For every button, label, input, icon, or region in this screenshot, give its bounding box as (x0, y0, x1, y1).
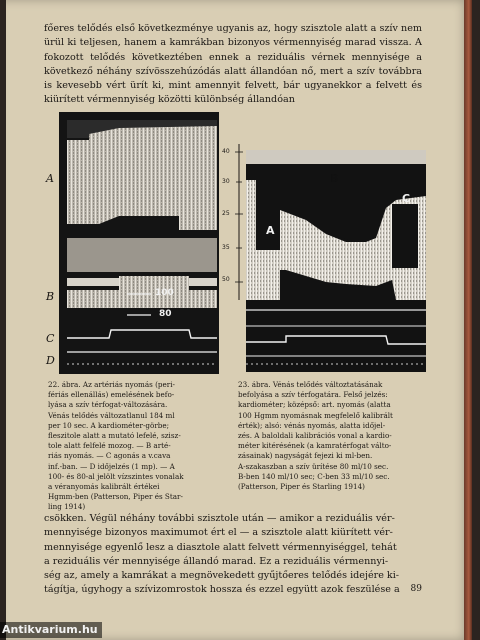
top-paragraph: főeres telődés első következménye ugyanis az, hogy szisztole alatt a szív nem ürül ki teljesen, hanem a kamrákban bizonyos vérmennyiség marad vissza. A fokozott telődés következtében ennek a reziduális vérnek mennyisége a következő néhány szívösszehúzódás alatt állandóan nő, mert a szív továbbra is kevesebb vért ürít ki, mint amennyit felvett, bár ugyanekkor a felvett és kiürített vérmennyiség közötti különbség állandóan (44, 23, 422, 106)
fig22-letter-b: B (46, 290, 55, 303)
fig22-letter-a: A (46, 172, 54, 185)
figure-22-image (59, 112, 219, 374)
figure-23-caption: 23. ábra. Vénás telődés változtatásának befolyása a szív térfogatára. Felső jelzés: kardiométer; középső: art. nyomás (alatta 100 Hgmm nyomásnak megfelelő kalibrált érték); alsó: vénás nyomás, alatta időjel- zés. A baloldali kalibrációs vonal a kardio- méter kitérésének (a kamratérfogat válto- zásainak) nagyságát fejezi ki ml-ben. A-szakaszban a szív ürítése 80 ml/10 sec. B-ben 140 ml/10 sec; C-ben 33 ml/10 sec. (Patterson, Piper és Starling 1914) (238, 380, 393, 492)
fig22-mark-100: 100 (155, 288, 174, 298)
scale-bar (232, 142, 246, 302)
watermark-logo: Antikvarium.hu (0, 622, 102, 638)
scale-tick-25: 25 (222, 210, 230, 217)
book-spine (464, 0, 472, 640)
figure-22-tracing (59, 112, 219, 374)
scale-tick-40: 40 (222, 148, 230, 155)
fig23-mark-b: B (330, 172, 339, 185)
figure-22-caption: 22. ábra. Az artériás nyomás (peri- fériás ellenállás) emelésének befo- lyása a szív térfogat-változására. Vénás telődés változatlanul 184 ml per 10 sec. A kardiométer-görbe; fleszitole alatt a mutató lefelé, szisz- tole alatt felfelé mozog. — B arté- riás nyomás. — C agonás a v.cava inf.-ban. — D időjelzés (1 mp). — A 100- és 80-al jelölt vízszintes vonalak a véranyomás kalibrált értékei Hgmm-ben (Patterson, Piper és Star- ling 1914) (48, 380, 184, 512)
scale-tick-50: 50 (222, 276, 230, 283)
book-page (6, 0, 472, 640)
page-number: 89 (410, 584, 422, 594)
fig22-mark-80: 80 (159, 309, 172, 319)
figure-23-image (246, 150, 426, 372)
bottom-paragraph: csökken. Végül néhány további szisztole után — amikor a reziduális vér- mennyisége bizonyos maximumot ért el — a szisztole alatt kiürített vér- mennyisége egyenlő lesz a diasztole alatt felvett vérmennyiséggel, tehát a reziduális vér mennyisége állandó marad. Ez a reziduális vérmennyi- ség az, amely a kamrákat a megnövekedett gyűjtőeres telődés idejére ki- tágítja, úgyhogy a szívizomrostok hossza és ezzel együtt azok feszülése a (44, 513, 400, 596)
fig22-letter-c: C (46, 332, 55, 345)
fig23-mark-c: C (402, 192, 411, 205)
scale-tick-30: 30 (222, 178, 230, 185)
scale-tick-35: 35 (222, 244, 230, 251)
fig22-letter-d: D (46, 354, 55, 367)
fig23-mark-a: A (266, 224, 275, 237)
